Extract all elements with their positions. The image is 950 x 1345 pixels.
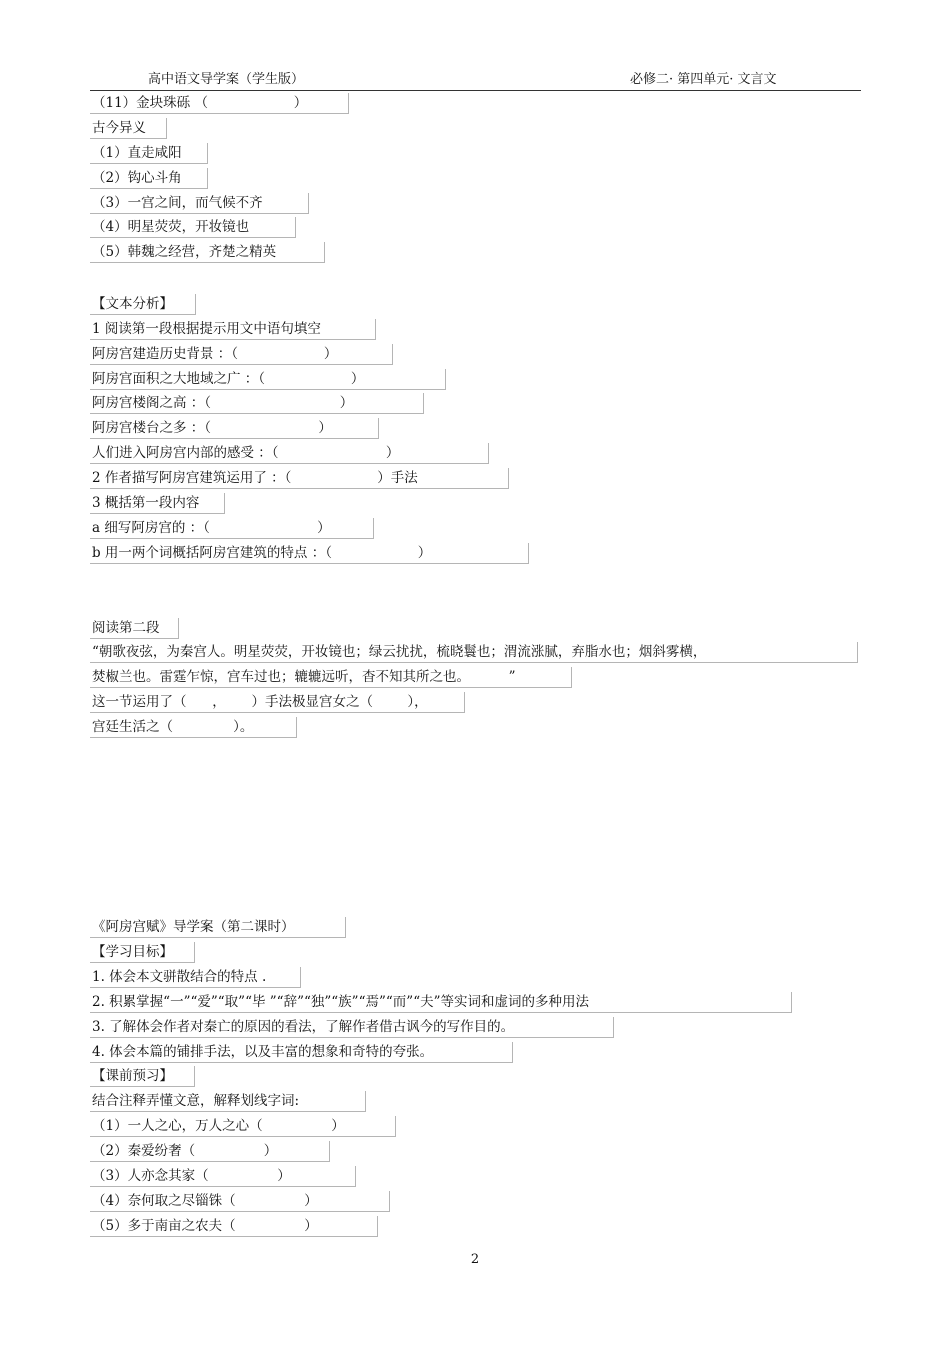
header-left: 高中语文导学案（学生版） [148, 72, 305, 87]
section-preview: 【课前预习】 [90, 1066, 195, 1087]
analysis-q1-feeling: 人们进入阿房宫内部的感受 ：（ ） [90, 443, 489, 464]
quote-line-2: 焚椒兰也。雷霆乍惊，宫车过也；辘辘远听，杳不知其所之也。 ” [90, 667, 572, 688]
goal-3: 3. 了解体会作者对秦亡的原因的看法，了解作者借古讽今的写作目的。 [90, 1017, 614, 1038]
preview-item-2: （2）秦爱纷奢（ ） [90, 1141, 330, 1162]
analysis-q3-b: b 用一两个词概括阿房宫建筑的特点 ：（ ） [90, 543, 529, 564]
analysis-q1-height: 阿房宫楼阁之高 ：（ ） [90, 393, 424, 414]
meaning-item-3: （3）一宫之间，而气候不齐 [90, 193, 309, 214]
section-read-paragraph-2: 阅读第二段 [90, 618, 179, 639]
preview-item-1: （1）一人之心，万人之心（ ） [90, 1116, 396, 1137]
preview-item-5: （5）多于南亩之农夫（ ） [90, 1216, 378, 1237]
meaning-item-1: （1）直走咸阳 [90, 143, 208, 164]
preview-instruction: 结合注释弄懂文意，解释划线字词: [90, 1091, 366, 1112]
goal-1: 1. 体会本文骈散结合的特点 . [90, 967, 301, 988]
meaning-item-4: （4）明星荧荧，开妆镜也 [90, 217, 296, 238]
goal-2: 2. 积累掌握“一”“爱”“取”“毕 ”“辞”“独”“族”“焉”“而”“夫”等实词和虚词的多种用法 [90, 992, 792, 1013]
page-number: 2 [470, 1252, 480, 1267]
analysis-q2: 2 作者描写阿房宫建筑运用了 ：（ ）手法 [90, 468, 509, 489]
preview-item-3: （3）人亦念其家（ ） [90, 1166, 356, 1187]
vocab-item-11: （11）金块珠砾 （ ） [90, 93, 349, 114]
meaning-item-5: （5）韩魏之经营，齐楚之精英 [90, 242, 325, 263]
section-text-analysis: 【文本分析】 [90, 294, 196, 315]
header-right: 必修二· 第四单元· 文言文 [630, 72, 777, 87]
section-learning-goals: 【学习目标】 [90, 942, 195, 963]
analysis-q1-count: 阿房宫楼台之多 ：（ ） [90, 418, 379, 439]
paragraph-2-question-cont: 宫廷生活之（ ）。 [90, 717, 297, 738]
paragraph-2-question: 这一节运用了（ ， ）手法极显宫女之（ ）， [90, 692, 465, 713]
goal-4: 4. 体会本篇的铺排手法，以及丰富的想象和奇特的夸张。 [90, 1042, 513, 1063]
analysis-q1-background: 阿房宫建造历史背景 ：（ ） [90, 344, 393, 365]
header-rule [90, 90, 861, 91]
analysis-q3-a: a 细写阿房宫的 ：（ ） [90, 518, 374, 539]
lesson-2-title: 《阿房宫赋》导学案（第二课时） [90, 917, 346, 938]
quote-line-1: “朝歌夜弦，为秦宫人。明星荧荧，开妆镜也；绿云扰扰，梳晓鬟也；渭流涨腻，弃脂水也；烟斜雾横， [90, 642, 858, 663]
analysis-q1-area: 阿房宫面积之大地域之广 ：（ ） [90, 369, 446, 390]
preview-item-4: （4）奈何取之尽锱铢（ ） [90, 1191, 390, 1212]
meaning-item-2: （2）钩心斗角 [90, 168, 208, 189]
section-ancient-modern-meaning: 古今异义 [90, 118, 167, 139]
analysis-q1: 1 阅读第一段根据提示用文中语句填空 [90, 319, 376, 340]
analysis-q3: 3 概括第一段内容 [90, 493, 225, 514]
